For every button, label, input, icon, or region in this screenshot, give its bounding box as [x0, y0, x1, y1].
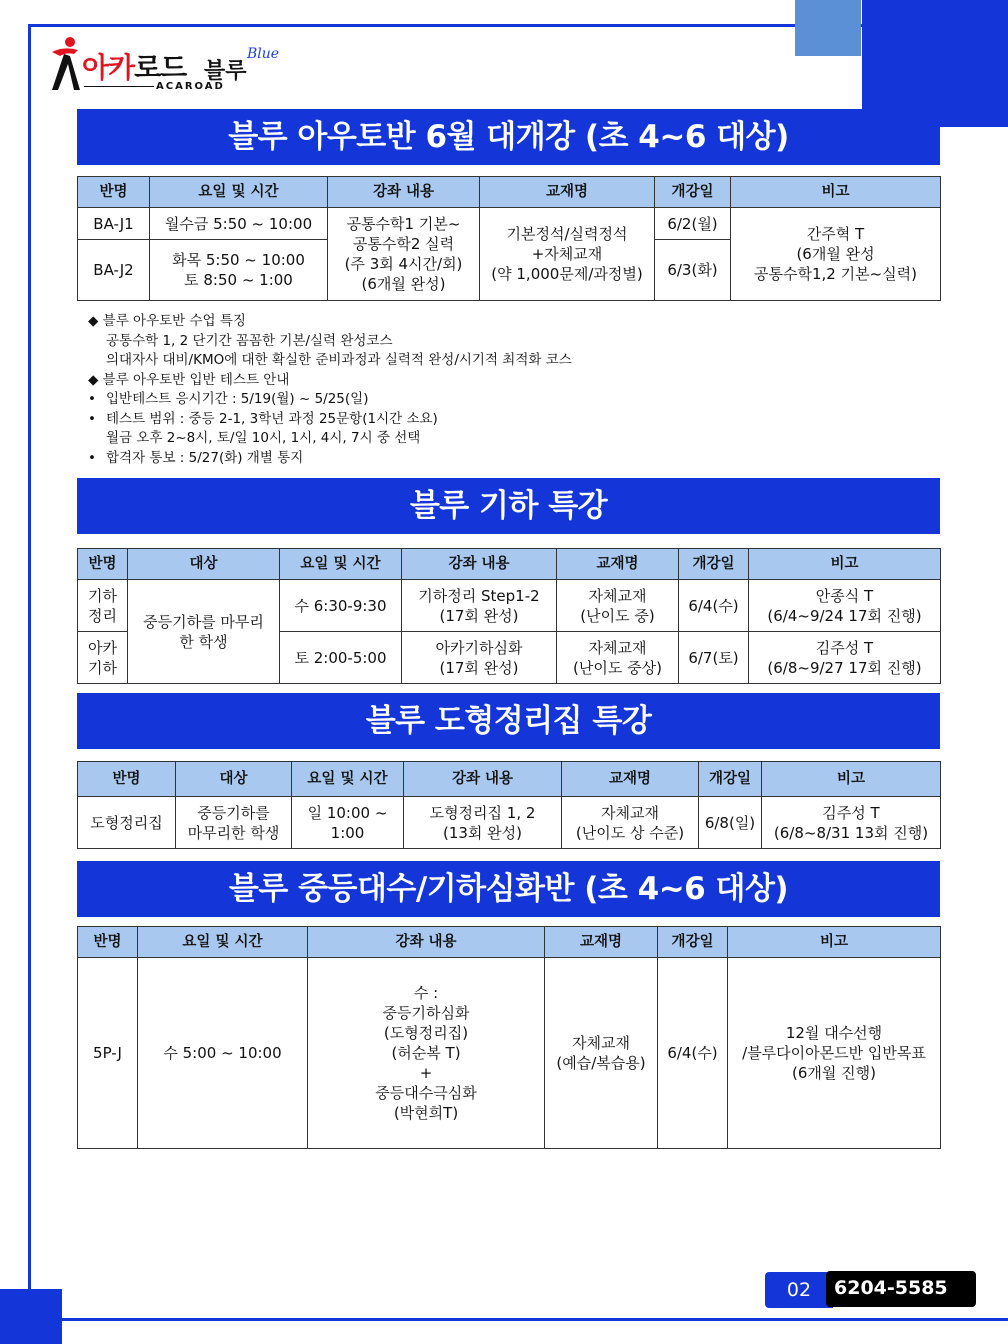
header-cell: 비고: [762, 762, 941, 797]
class-name: 아카기하: [78, 632, 128, 684]
test-result: • 합격자 통보 : 5/27(화) 개별 통지: [88, 449, 572, 469]
section4-title: 블루 중등대수/기하심화반 (초 4~6 대상): [77, 861, 940, 917]
header-cell: 반명: [78, 762, 176, 797]
table-header-row: [78, 927, 941, 958]
acaroad-logo: [44, 34, 284, 96]
logo-script: Blue: [247, 46, 280, 62]
feature-title: ◆ 블루 아우토반 수업 특징: [88, 313, 246, 329]
header-cell: 요일 및 시간: [150, 177, 328, 208]
start-date: 6/8(일): [699, 797, 762, 849]
remark: 간주혁 T (6개월 완성 공통수학1,2 기본~실력): [731, 208, 941, 301]
feature-line: 공통수학 1, 2 단기간 꼼꼼한 기본/실력 완성코스: [106, 332, 393, 349]
logo-name: 아카로드: [82, 51, 187, 84]
header-cell: 개강일: [699, 762, 762, 797]
course-content: 수 : 중등기하심화 (도형정리집) (허순복 T) + 중등대수극심화 (박현희T): [308, 958, 545, 1149]
class-time: 수 5:00 ~ 10:00: [138, 958, 308, 1149]
section3-table: [77, 761, 941, 849]
table-row: [78, 958, 941, 1149]
section1-table: [77, 176, 941, 301]
target: 중등기하를 마무리한 학생: [176, 797, 292, 849]
section2-title: 블루 기하 특강: [77, 478, 940, 534]
header-cell: 강좌 내용: [308, 927, 545, 958]
course-content: 기하정리 Step1-2 (17회 완성): [402, 580, 557, 632]
header-cell: 교재명: [562, 762, 699, 797]
section2-table: [77, 548, 941, 684]
header-cell: 강좌 내용: [328, 177, 480, 208]
start-date: 6/7(토): [679, 632, 749, 684]
start-date: 6/3(화): [655, 240, 731, 301]
header-cell: 반명: [78, 549, 128, 580]
header-cell: 비고: [731, 177, 941, 208]
section4-table: [77, 926, 941, 1149]
header-cell: 비고: [749, 549, 941, 580]
header-cell: 대상: [128, 549, 280, 580]
header-cell: 교재명: [480, 177, 655, 208]
section1-title: 블루 아우토반 6월 대개강 (초 4~6 대상): [77, 109, 940, 165]
remark: 안종식 T (6/4~9/24 17회 진행): [749, 580, 941, 632]
course-content: 도형정리집 1, 2 (13회 완성): [404, 797, 562, 849]
header-cell: 개강일: [679, 549, 749, 580]
class-time: 월수금 5:50 ~ 10:00: [150, 208, 328, 240]
test-title: ◆ 블루 아우토반 입반 테스트 안내: [88, 371, 290, 388]
header-cell: 개강일: [655, 177, 731, 208]
textbook: 자체교재 (난이도 중상): [557, 632, 679, 684]
table-header-row: [78, 177, 941, 208]
header-cell: 요일 및 시간: [280, 549, 402, 580]
page-number: 02: [765, 1272, 833, 1308]
phone-number: 6204-5585: [826, 1271, 976, 1307]
remark: 김주성 T (6/8~9/27 17회 진행): [749, 632, 941, 684]
start-date: 6/4(수): [658, 958, 728, 1149]
header-cell: 요일 및 시간: [292, 762, 404, 797]
course-content: 공통수학1 기본~ 공통수학2 실력 (주 3회 4시간/회) (6개월 완성): [328, 208, 480, 301]
start-date: 6/4(수): [679, 580, 749, 632]
course-content: 아카기하심화 (17회 완성): [402, 632, 557, 684]
test-times: 월금 오후 2~8시, 토/일 10시, 1시, 4시, 7시 중 선택: [106, 430, 421, 446]
class-name: 기하정리: [78, 580, 128, 632]
header-cell: 교재명: [557, 549, 679, 580]
class-name: 5P-J: [78, 958, 138, 1149]
textbook: 기본정석/실력정석 +자체교재 (약 1,000문제/과정별): [480, 208, 655, 301]
section1-notes: [88, 312, 572, 468]
logo-sub: ACAROAD: [156, 81, 225, 92]
header-cell: 반명: [78, 927, 138, 958]
header-cell: 비고: [728, 927, 941, 958]
remark: 김주성 T (6/8~8/31 13회 진행): [762, 797, 941, 849]
header-cell: 강좌 내용: [404, 762, 562, 797]
textbook: 자체교재 (난이도 상 수준): [562, 797, 699, 849]
corner-block-light: [795, 0, 861, 56]
target: 중등기하를 마무리한 학생: [128, 580, 280, 684]
class-name: 도형정리집: [78, 797, 176, 849]
frame-bottom-line: [28, 1318, 1008, 1321]
table-header-row: [78, 549, 941, 580]
class-time: 화목 5:50 ~ 10:00 토 8:50 ~ 1:00: [150, 240, 328, 301]
class-name: BA-J1: [78, 208, 150, 240]
frame-left-line: [28, 24, 31, 1314]
feature-line: 의대자사 대비/KMO에 대한 확실한 준비과정과 실력적 완성/시기적 최적화 코스: [106, 352, 572, 368]
table-row: [78, 580, 941, 632]
test-period: • 입반테스트 응시기간 : 5/19(월) ~ 5/25(일): [88, 390, 572, 410]
table-row: [78, 797, 941, 849]
test-scope: • 테스트 범위 : 중등 2-1, 3학년 과정 25문항(1시간 소요): [88, 410, 572, 430]
header-cell: 대상: [176, 762, 292, 797]
class-time: 토 2:00-5:00: [280, 632, 402, 684]
header-cell: 강좌 내용: [402, 549, 557, 580]
textbook: 자체교재 (난이도 중): [557, 580, 679, 632]
table-row: [78, 208, 941, 240]
start-date: 6/2(월): [655, 208, 731, 240]
header-cell: 반명: [78, 177, 150, 208]
textbook: 자체교재 (예습/복습용): [545, 958, 658, 1149]
section3-title: 블루 도형정리집 특강: [77, 693, 940, 749]
runner-icon: [44, 34, 84, 92]
class-time: 일 10:00 ~ 1:00: [292, 797, 404, 849]
header-cell: 교재명: [545, 927, 658, 958]
remark: 12월 대수선행 /블루다이아몬드반 입반목표 (6개월 진행): [728, 958, 941, 1149]
corner-block-bottom-left: [0, 1289, 62, 1344]
class-name: BA-J2: [78, 240, 150, 301]
class-time: 수 6:30-9:30: [280, 580, 402, 632]
logo-rule: [84, 86, 154, 87]
logo-suffix: 블루: [204, 59, 247, 84]
header-cell: 요일 및 시간: [138, 927, 308, 958]
table-header-row: [78, 762, 941, 797]
corner-block-dark: [862, 0, 1008, 127]
header-cell: 개강일: [658, 927, 728, 958]
